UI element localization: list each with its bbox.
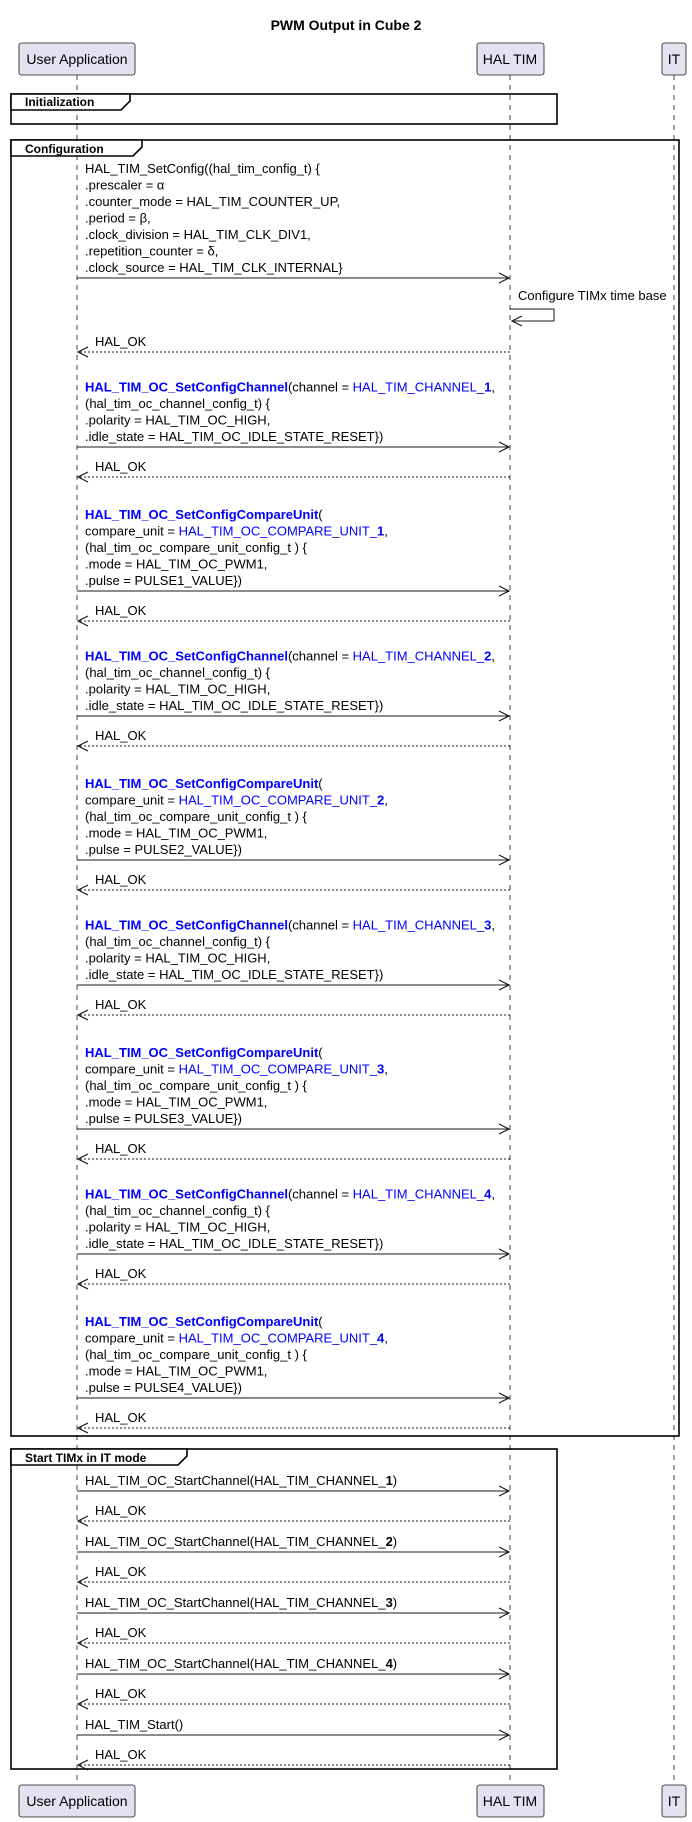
arrow-head: [78, 472, 88, 482]
message-label-line: HAL_TIM_OC_SetConfigCompareUnit(: [85, 1045, 323, 1060]
message-label-line: HAL_TIM_OC_SetConfigChannel(channel = HAL_TIM_CHANNEL_2,: [85, 648, 496, 664]
self-message-label: [518, 288, 667, 303]
message-label-line: .repetition_counter = δ,: [85, 243, 219, 259]
message-label-line: .pulse = PULSE1_VALUE}): [85, 573, 242, 588]
message-label-line: (hal_tim_oc_channel_config_t) {: [85, 934, 271, 949]
message-label-line: .polarity = HAL_TIM_OC_HIGH,: [85, 1219, 271, 1235]
call-message-label: [85, 918, 495, 983]
group-label: Initialization: [25, 95, 95, 109]
message-label-line: HAL_TIM_OC_SetConfigCompareUnit(: [85, 507, 323, 522]
self-message-arrow: [510, 309, 554, 326]
return-message: [78, 997, 510, 1020]
message-label-line: .pulse = PULSE3_VALUE}): [85, 1111, 242, 1126]
message-label-line: .pulse = PULSE2_VALUE}): [85, 842, 242, 857]
message-label-line: HAL_TIM_SetConfig((hal_tim_config_t) {: [85, 161, 320, 176]
return-message-label: [95, 728, 147, 743]
message-label-line: .period = β,: [85, 210, 151, 226]
self-message: [518, 288, 667, 303]
message-label-line: .polarity = HAL_TIM_OC_HIGH,: [85, 412, 271, 428]
arrow-head: [78, 616, 88, 626]
arrow-head: [78, 1638, 88, 1648]
participant-hal-tim-top: [477, 43, 544, 75]
call-message: [77, 161, 509, 283]
message-label-line: (hal_tim_oc_channel_config_t) {: [85, 665, 271, 680]
messages-layer: [77, 161, 667, 1770]
arrow-head: [78, 1279, 88, 1289]
call-message: [77, 1656, 509, 1679]
message-label-line: HAL_TIM_OC_SetConfigCompareUnit(: [85, 776, 323, 791]
call-message-label: [85, 776, 388, 857]
message-label-line: compare_unit = HAL_TIM_OC_COMPARE_UNIT_3,: [85, 1061, 388, 1077]
call-message: [77, 649, 509, 722]
message-label-line: .clock_source = HAL_TIM_CLK_INTERNAL}: [85, 260, 343, 275]
return-message: [78, 1141, 510, 1164]
call-message-label: [85, 649, 495, 714]
message-label-line: HAL_OK: [95, 1686, 147, 1701]
message-label-line: .idle_state = HAL_TIM_OC_IDLE_STATE_RESET}): [85, 1236, 384, 1251]
call-message: [77, 1045, 509, 1134]
return-message: [78, 1686, 510, 1709]
participant-label: User Application: [26, 1793, 128, 1809]
message-label-line: .polarity = HAL_TIM_OC_HIGH,: [85, 681, 271, 697]
participant-it-bottom: [662, 1785, 686, 1817]
message-label-line: .counter_mode = HAL_TIM_COUNTER_UP,: [85, 194, 341, 209]
return-message-label: [95, 1503, 147, 1518]
call-message: [77, 1534, 509, 1557]
message-label-line: compare_unit = HAL_TIM_OC_COMPARE_UNIT_1,: [85, 523, 388, 539]
call-message-label: [85, 1717, 183, 1732]
participant-user-application-bottom: [19, 1785, 135, 1817]
message-label-line: HAL_TIM_OC_SetConfigChannel(channel = HAL_TIM_CHANNEL_4,: [85, 1186, 496, 1202]
message-label-line: HAL_OK: [95, 603, 147, 618]
call-message: [77, 1717, 509, 1740]
participant-label: IT: [667, 51, 681, 67]
call-message-label: [85, 1656, 397, 1671]
message-label-line: .idle_state = HAL_TIM_OC_IDLE_STATE_RESET}): [85, 429, 384, 444]
call-message-label: [85, 1534, 397, 1549]
message-label-line: HAL_OK: [95, 1503, 147, 1518]
group-label: Configuration: [25, 142, 104, 156]
message-label-line: Configure TIMx time base: [518, 288, 667, 303]
call-message-label: [85, 507, 388, 588]
participant-label: HAL TIM: [482, 1793, 538, 1809]
call-message-label: [85, 380, 495, 445]
message-label-line: .mode = HAL_TIM_OC_PWM1,: [85, 1363, 268, 1379]
arrow-head: [78, 1699, 88, 1709]
message-label-line: .mode = HAL_TIM_OC_PWM1,: [85, 825, 268, 841]
message-label-line: (hal_tim_oc_compare_unit_config_t ) {: [85, 809, 307, 824]
call-message: [77, 776, 509, 865]
call-message: [77, 507, 509, 596]
return-message: [78, 1503, 510, 1526]
return-message-label: [95, 1266, 147, 1281]
call-message: [77, 1314, 509, 1403]
call-message: [77, 1187, 509, 1260]
return-message: [78, 1564, 510, 1587]
participant-label: IT: [667, 1793, 681, 1809]
call-message-label: [85, 1314, 388, 1395]
return-message-label: [95, 1564, 147, 1579]
message-label-line: HAL_OK: [95, 1266, 147, 1281]
call-message-label: [85, 1045, 388, 1126]
participant-label: User Application: [26, 51, 128, 67]
arrow-head: [78, 1577, 88, 1587]
return-message-label: [95, 1686, 147, 1701]
message-label-line: HAL_OK: [95, 1141, 147, 1156]
arrow-head: [78, 1154, 88, 1164]
return-message-label: [95, 1625, 147, 1640]
arrow-head: [78, 1010, 88, 1020]
message-label-line: HAL_TIM_Start(): [85, 1717, 184, 1732]
message-label-line: .pulse = PULSE4_VALUE}): [85, 1380, 242, 1395]
return-message: [78, 603, 510, 626]
call-message-label: [85, 1187, 495, 1252]
return-message-label: [95, 1747, 147, 1762]
arrow-head: [78, 1516, 88, 1526]
message-label-line: HAL_TIM_OC_SetConfigCompareUnit(: [85, 1314, 323, 1329]
message-label-line: compare_unit = HAL_TIM_OC_COMPARE_UNIT_4,: [85, 1330, 388, 1346]
participant-user-application-top: [19, 43, 135, 75]
message-label-line: (hal_tim_oc_compare_unit_config_t ) {: [85, 540, 307, 555]
arrow-head: [78, 347, 88, 357]
diagram-title: PWM Output in Cube 2: [270, 17, 422, 33]
return-message-label: [95, 1410, 147, 1425]
message-label-line: (hal_tim_oc_channel_config_t) {: [85, 396, 271, 411]
return-message: [78, 334, 510, 357]
return-message: [78, 872, 510, 895]
return-message-label: [95, 1141, 147, 1156]
arrow-head: [78, 1423, 88, 1433]
message-label-line: .mode = HAL_TIM_OC_PWM1,: [85, 1094, 268, 1110]
participant-it-top: [662, 43, 686, 75]
message-label-line: .idle_state = HAL_TIM_OC_IDLE_STATE_RESET}): [85, 698, 384, 713]
message-label-line: (hal_tim_oc_compare_unit_config_t ) {: [85, 1347, 307, 1362]
arrow-head: [78, 741, 88, 751]
return-message: [78, 1266, 510, 1289]
message-label-line: HAL_OK: [95, 459, 147, 474]
call-message-label: [85, 1473, 397, 1488]
return-message-label: [95, 334, 147, 349]
message-label-line: HAL_OK: [95, 1625, 147, 1640]
message-label-line: .polarity = HAL_TIM_OC_HIGH,: [85, 950, 271, 966]
message-label-line: HAL_TIM_OC_StartChannel(HAL_TIM_CHANNEL_2): [85, 1534, 398, 1549]
return-message: [78, 459, 510, 482]
call-message-label: [85, 161, 343, 275]
group-initialization: [11, 94, 557, 124]
message-label-line: HAL_TIM_OC_SetConfigChannel(channel = HAL_TIM_CHANNEL_1,: [85, 379, 496, 395]
message-label-line: HAL_TIM_OC_SetConfigChannel(channel = HAL_TIM_CHANNEL_3,: [85, 917, 496, 933]
message-label-line: HAL_TIM_OC_StartChannel(HAL_TIM_CHANNEL_1): [85, 1473, 398, 1488]
return-message: [78, 1625, 510, 1648]
call-message: [77, 380, 509, 453]
message-label-line: .idle_state = HAL_TIM_OC_IDLE_STATE_RESET}): [85, 967, 384, 982]
group-label: Start TIMx in IT mode: [25, 1451, 147, 1465]
message-label-line: HAL_OK: [95, 1747, 147, 1762]
message-label-line: .mode = HAL_TIM_OC_PWM1,: [85, 556, 268, 572]
message-label-line: HAL_OK: [95, 1564, 147, 1579]
call-message: [77, 918, 509, 991]
call-message-label: [85, 1595, 397, 1610]
message-label-line: (hal_tim_oc_channel_config_t) {: [85, 1203, 271, 1218]
message-label-line: HAL_OK: [95, 1410, 147, 1425]
return-message: [78, 1410, 510, 1433]
call-message: [77, 1595, 509, 1618]
message-label-line: HAL_OK: [95, 997, 147, 1012]
return-message: [78, 1747, 510, 1770]
message-label-line: HAL_TIM_OC_StartChannel(HAL_TIM_CHANNEL_4): [85, 1656, 398, 1671]
message-label-line: compare_unit = HAL_TIM_OC_COMPARE_UNIT_2,: [85, 792, 388, 808]
message-label-line: .prescaler = α: [85, 177, 165, 193]
message-label-line: HAL_OK: [95, 334, 147, 349]
message-label-line: HAL_OK: [95, 728, 147, 743]
message-label-line: HAL_TIM_OC_StartChannel(HAL_TIM_CHANNEL_3): [85, 1595, 398, 1610]
return-message-label: [95, 603, 147, 618]
participant-label: HAL TIM: [482, 51, 538, 67]
call-message: [77, 1473, 509, 1496]
return-message-label: [95, 459, 147, 474]
message-label-line: .clock_division = HAL_TIM_CLK_DIV1,: [85, 227, 311, 242]
participant-hal-tim-bottom: [477, 1785, 544, 1817]
message-label-line: (hal_tim_oc_compare_unit_config_t ) {: [85, 1078, 307, 1093]
return-message-label: [95, 872, 147, 887]
arrow-head: [78, 885, 88, 895]
return-message: [78, 728, 510, 751]
return-message-label: [95, 997, 147, 1012]
message-label-line: HAL_OK: [95, 872, 147, 887]
